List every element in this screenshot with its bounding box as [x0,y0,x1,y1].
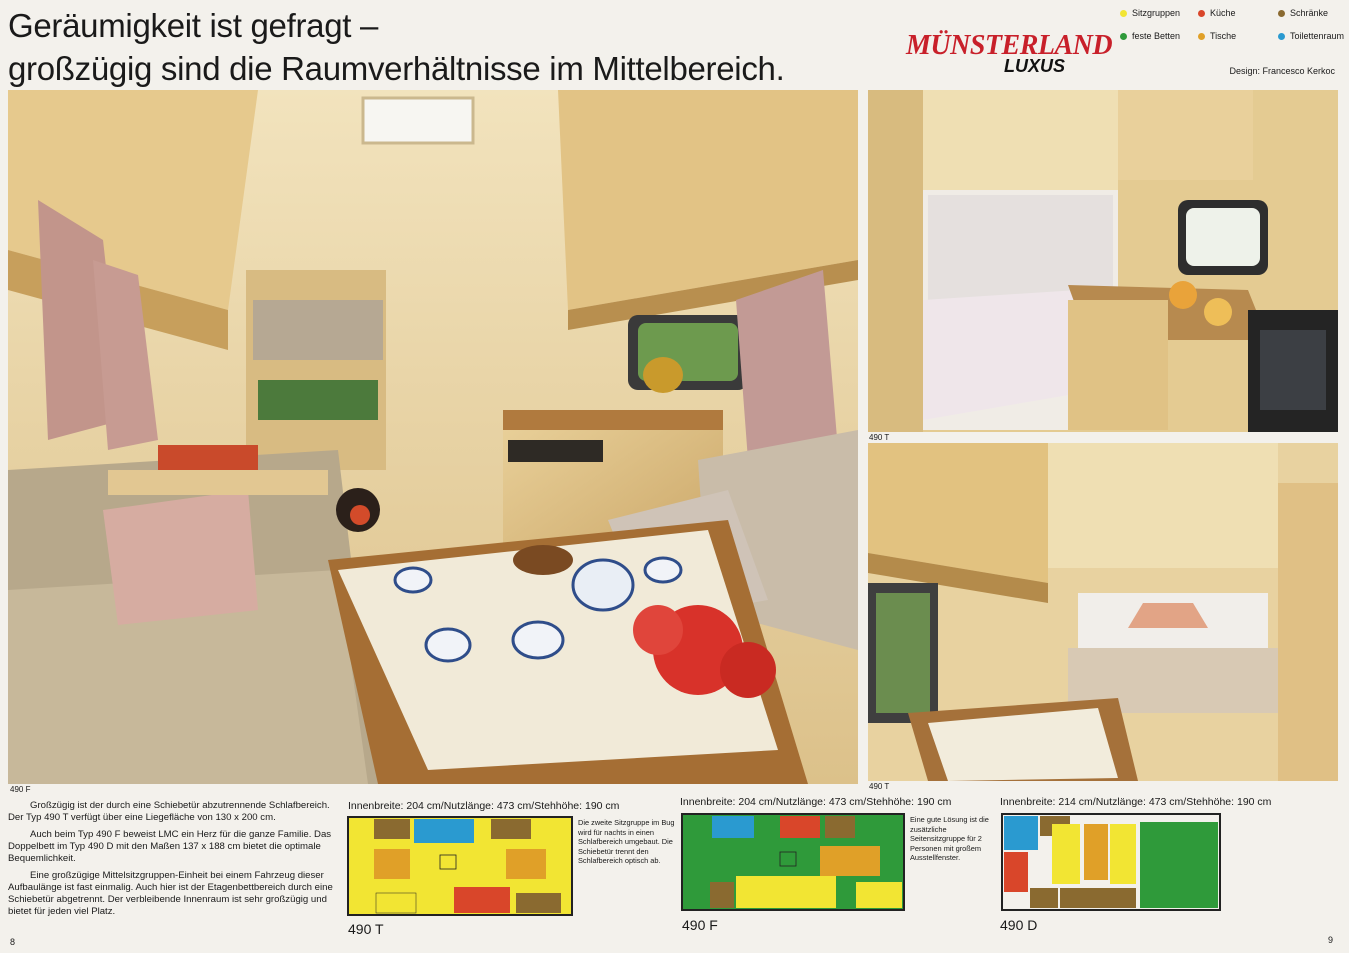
floorplan-490f-model: 490 F [682,917,718,933]
body-paragraph-3: Eine großzügige Mittelsitzgruppen-Einheit bei einem Fahrzeug dieser Aufbaulänge ist fast einmalig. Auch hier ist der Etagenbettbereich durch eine Schiebetür abgetrennt. Der verbleibende Innenraum ist sehr großzügig und bietet für jeden viel Platz. [8,870,333,917]
brand-logo [906,30,1113,78]
dinette-illustration [868,443,1338,781]
legend-item-kueche [1198,8,1236,18]
photo-caption-bottom-right: 490 T [869,782,890,791]
body-paragraph-2: Auch beim Typ 490 F beweist LMC ein Herz für die ganze Familie. Das Doppelbett im Typ 490 D mit den Maßen 137 x 188 cm bietet die optimale Bequemlichkeit. [8,829,332,864]
legend-label: Toilettenraum [1290,31,1345,41]
blue-dot-icon [1278,33,1285,40]
red-dot-icon [1198,10,1205,17]
legend-item-schraenke [1278,8,1328,18]
floorplan-490f [680,812,906,912]
headline-line-2: großzügig sind die Raumverhältnisse im Mittelbereich. [8,50,785,87]
legend-label: Schränke [1290,8,1329,18]
headline-line-1: Geräumigkeit ist gefragt – [8,7,379,44]
legend-item-toilettenraum [1278,31,1344,41]
main-interior-photo [8,90,858,784]
legend-label: Tische [1210,31,1237,41]
floorplan-490f-note: Eine gute Lösung ist die zusätzliche Seitensitzgruppe für 2 Personen mit großem Ausstellfenster. [910,815,989,863]
floorplan-490t-drawing [346,815,574,917]
legend-label: feste Betten [1132,31,1181,41]
photo-caption-main: 490 F [10,785,31,794]
brown-dot-icon [1278,10,1285,17]
dinette-photo [868,443,1338,781]
floorplan-490t-note: Die zweite Sitzgruppe im Bug wird für nachts in einen Schlafbereich umgebaut. Die Schiebetür trennt den Schlafbereich optisch ab. [578,818,675,866]
photo-caption-top-right: 490 T [869,433,890,442]
page-number-right: 9 [1328,935,1334,945]
legend-item-sitzgruppen [1120,8,1180,18]
floorplan-490d [1000,812,1222,912]
body-paragraph-1: Großzügig ist der durch eine Schiebetür abzutrennende Schlafbereich. Der Typ 490 T verfügt über eine Liegefläche von 130 x 200 cm. [8,800,330,823]
logo-subline: LUXUS [1004,56,1066,76]
body-text [8,800,338,923]
kitchen-bedroom-photo [868,90,1338,432]
floorplan-490d-drawing [1000,812,1222,912]
floorplan-490t-dims: Innenbreite: 204 cm/Nutzlänge: 473 cm/Stehhöhe: 190 cm [348,800,620,812]
legend-label: Sitzgruppen [1132,8,1181,18]
floorplan-490t [346,815,574,917]
yellow-dot-icon [1120,10,1127,17]
caravan-interior-illustration [8,90,858,784]
legend-label: Küche [1210,8,1236,18]
legend-item-tische [1198,31,1236,41]
orange-dot-icon [1198,33,1205,40]
page-number-left: 8 [10,937,16,947]
green-dot-icon [1120,33,1127,40]
floorplan-490d-model: 490 D [1000,917,1038,933]
logo-wordmark: MÜNSTERLAND [906,30,1113,61]
floorplan-490d-dims: Innenbreite: 214 cm/Nutzlänge: 473 cm/Stehhöhe: 190 cm [1000,796,1272,808]
legend-item-feste-betten [1120,31,1180,41]
kitchen-bedroom-illustration [868,90,1338,432]
designer-credit: Design: Francesco Kerkoc [1229,66,1335,76]
floorplan-490f-dims: Innenbreite: 204 cm/Nutzlänge: 473 cm/Stehhöhe: 190 cm [680,796,952,808]
floorplan-490f-drawing [680,812,906,912]
headline [8,4,784,90]
floorplan-490t-model: 490 T [348,921,384,937]
